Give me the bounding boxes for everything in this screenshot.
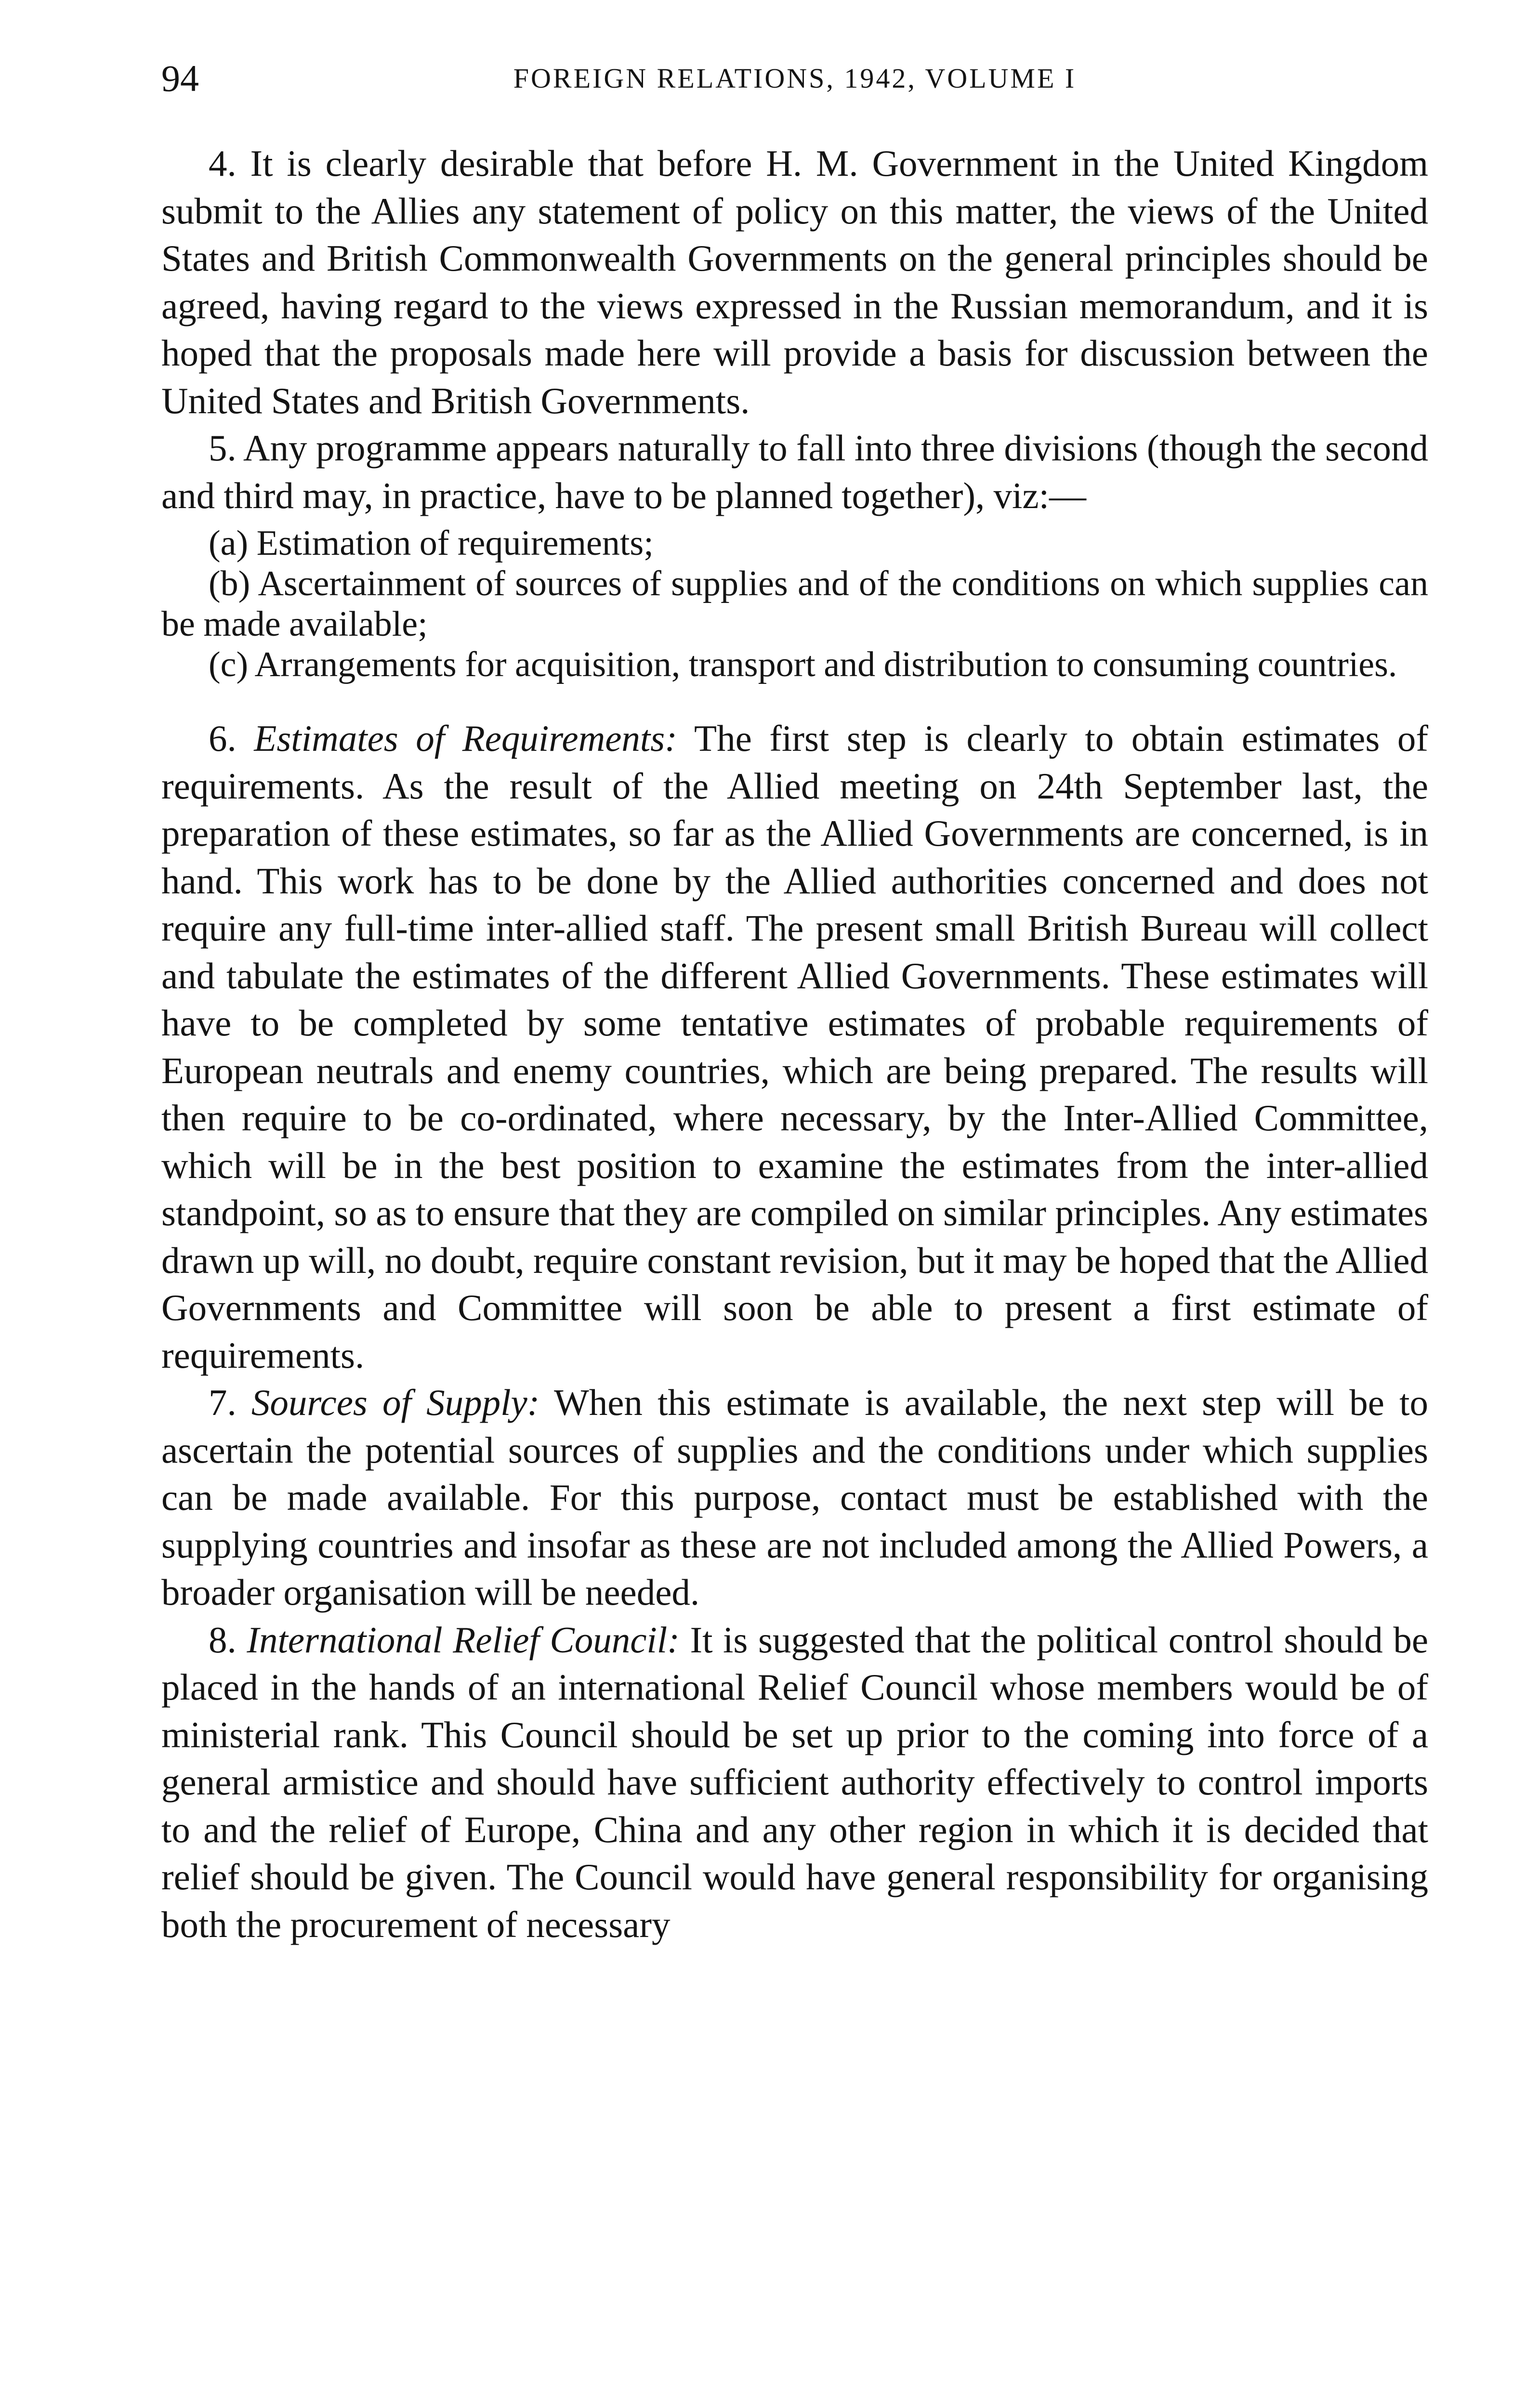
paragraph-7-text: When this estimate is available, the next step will be to ascertain the potential sources of supplies and the conditions under which supplies can be made available. For this purpose, contact must be established with the supplying countries and insofar as these are not included among the Allied Powers, a broader organisation will be needed. [161,1382,1428,1613]
paragraph-7 [161,1379,1428,1616]
paragraph-6-heading: Estimates of Requirements: [254,718,677,759]
paragraph-8-text: It is suggested that the political control should be placed in the hands of an international Relief Council whose members would be of ministerial rank. This Council should be set up prior to the coming into force of a general armistice and should have sufficient authority effectively to control imports to and the relief of Europe, China and any other region in which it is decided that relief should be given. The Council would have general responsibility for organising both the procurement of necessary [161,1619,1429,1945]
paragraph-7-heading: Sources of Supply: [251,1382,540,1423]
paragraph-8 [161,1616,1428,1949]
running-title: FOREIGN RELATIONS, 1942, VOLUME I [513,63,1077,94]
paragraph-6-number: 6. [209,718,237,759]
list-item-c: (c) Arrangements for acquisition, transport and distribution to consuming countries. [209,645,1397,684]
list-item-b: (b) Ascertainment of sources of supplies and of the conditions on which supplies can be made available; [161,564,1428,644]
body-text [161,140,1428,1948]
document-page [161,0,1428,2408]
paragraph-8-number: 8. [209,1619,237,1661]
page-header [161,52,1428,105]
paragraph-6 [161,715,1428,1379]
paragraph-8-heading: International Relief Council: [247,1619,680,1661]
paragraph-6-text: The first step is clearly to obtain estimates of requirements. As the result of the Allied meeting on 24th September last, the preparation of these estimates, so far as the Allied Governments are concerned, is in hand. This work has to be done by the Allied authorities concerned and does not require any full-time inter-allied staff. The present small British Bureau will collect and tabulate the estimates of the different Allied Governments. These estimates will have to be completed by some tentative estimates of probable requirements of European neutrals and enemy countries, which are being prepared. The results will then require to be co-ordinated, where necessary, by the Inter-Allied Committee, which will be in the best position to examine the estimates from the inter-allied standpoint, so as to ensure that they are compiled on similar principles. Any estimates drawn up will, no doubt, require constant revision, but it may be hoped that the Allied Governments and Committee will soon be able to present a first estimate of requirements. [161,718,1428,1376]
list-item-a: (a) Estimation of requirements; [209,523,654,563]
page-number: 94 [161,57,199,99]
paragraph-4: 4. It is clearly desirable that before H. M. Government in the United Kingdom submit to the Allies any statement of policy on this matter, the views of the United States and British Commonwealth Governments on the general principles should be agreed, having regard to the views expressed in the Russian memorandum, and it is hoped that the proposals made here will provide a basis for discussion between the United States and British Governments. [161,143,1428,421]
paragraph-5: 5. Any programme appears naturally to fall into three divisions (though the second and third may, in practice, have to be planned together), viz:— [161,427,1428,516]
paragraph-7-number: 7. [209,1382,237,1423]
